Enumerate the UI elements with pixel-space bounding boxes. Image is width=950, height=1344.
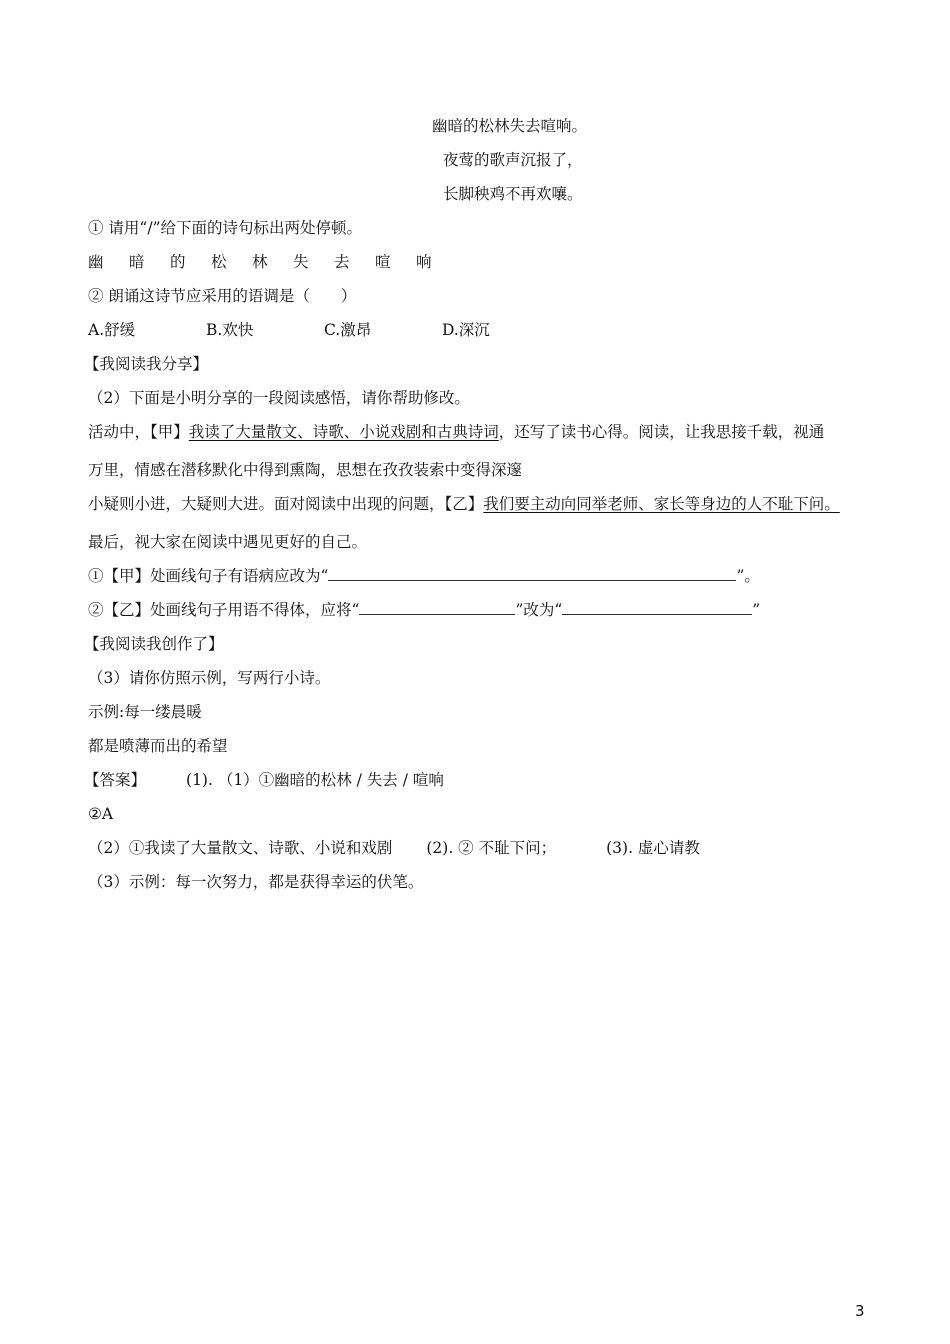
poem-line-1: 幽暗的松林失去喧响。 (432, 117, 588, 135)
q2-p3-prefix: 小疑则小进，大疑则大进。面对阅读中出现的问题， (88, 495, 445, 513)
q1-char: 响 (416, 253, 432, 271)
option-c: C.激昂 (324, 321, 372, 339)
q2-sub1-prefix: ①【甲】处画线句子有语病应改为“ (88, 567, 329, 585)
q2-sub2 (88, 600, 760, 620)
answer-2: （2）①我读了大量散文、诗歌、小说和戏剧 (88, 839, 393, 857)
q1-char: 的 (170, 253, 186, 271)
answer-blank-yi-replacement[interactable] (562, 600, 752, 615)
q1-char: 失 (293, 253, 309, 271)
q2-paragraph-line-1 (88, 422, 824, 442)
q1-char: 暗 (129, 253, 145, 271)
page-number: 3 (855, 1302, 865, 1320)
underlined-sentence-yi: 我们要主动向同举老师、家长等身边的人不耻下问。 (483, 495, 840, 513)
answer-3: (3). 虚心请教 (606, 839, 700, 857)
q3-example-line-2: 都是喷薄而出的希望 (88, 737, 228, 755)
q2-paragraph-line-4: 最后，视大家在阅读中遇见更好的自己。 (88, 533, 368, 551)
q3-example-line-1: 示例:每一缕晨暖 (88, 703, 202, 721)
answer-1b: ②A (88, 805, 114, 823)
q1-char-row (88, 252, 457, 272)
underlined-sentence-jia: 我读了大量散文、诗歌、小说戏剧和古典诗词 (188, 423, 499, 441)
answer-1: (1). （1）①幽暗的松林 / 失去 / 喧响 (186, 771, 444, 789)
q1-char: 林 (252, 253, 268, 271)
q3-intro: （3）请你仿照示例，写两行小诗。 (88, 669, 331, 687)
option-b: B.欢快 (206, 321, 254, 339)
answer-2b: (2). ② 不耻下问； (426, 839, 557, 857)
option-a: A.舒缓 (88, 321, 136, 339)
q2-p1-suffix: ，还写了读书心得。阅读，让我思接千载，视通 (498, 423, 825, 441)
poem-line-3: 长脚秧鸡不再欢嚷。 (443, 185, 583, 203)
answer-blank-jia[interactable] (328, 566, 736, 581)
q2-sub2-suffix: ” (752, 601, 761, 619)
section-share-heading: 【我阅读我分享】 (84, 355, 209, 373)
tag-yi: 【乙】 (444, 495, 484, 513)
q1-char: 松 (211, 253, 227, 271)
tag-jia: 【甲】 (150, 423, 189, 441)
q1-char: 去 (334, 253, 350, 271)
option-d: D.深沉 (442, 321, 490, 339)
q2-sub1 (88, 566, 760, 586)
q1-char: 喧 (375, 253, 391, 271)
q2-paragraph-line-2: 万里，情感在潜移默化中得到熏陶，思想在孜孜装索中变得深邃 (88, 461, 523, 479)
q2-sub1-suffix: ”。 (736, 567, 760, 585)
q2-intro: （2）下面是小明分享的一段阅读感悟，请你帮助修改。 (88, 389, 470, 407)
q1-char: 幽 (88, 253, 104, 271)
q1-options (88, 320, 560, 340)
q2-p1-prefix: 活动中， (88, 423, 151, 441)
answer-row-1 (84, 770, 444, 790)
poem-line-2: 夜莺的歌声沉报了， (443, 151, 583, 169)
q2-sub2-prefix: ②【乙】处画线句子用语不得体，应将“ (88, 601, 360, 619)
q1-instruction: ① 请用“/”给下面的诗句标出两处停顿。 (88, 219, 362, 237)
q1-sub2: ② 朗诵这诗节应采用的语调是（ ） (88, 287, 357, 305)
q2-sub2-mid: ”改为“ (515, 601, 563, 619)
q2-paragraph-line-3 (88, 494, 840, 514)
section-create-heading: 【我阅读我创作了】 (84, 635, 224, 653)
answer-4: （3）示例：每一次努力，都是获得幸运的伏笔。 (88, 873, 424, 891)
answer-blank-yi-original[interactable] (359, 600, 515, 615)
answer-label: 【答案】 (84, 771, 147, 789)
answer-row-2 (88, 838, 700, 858)
